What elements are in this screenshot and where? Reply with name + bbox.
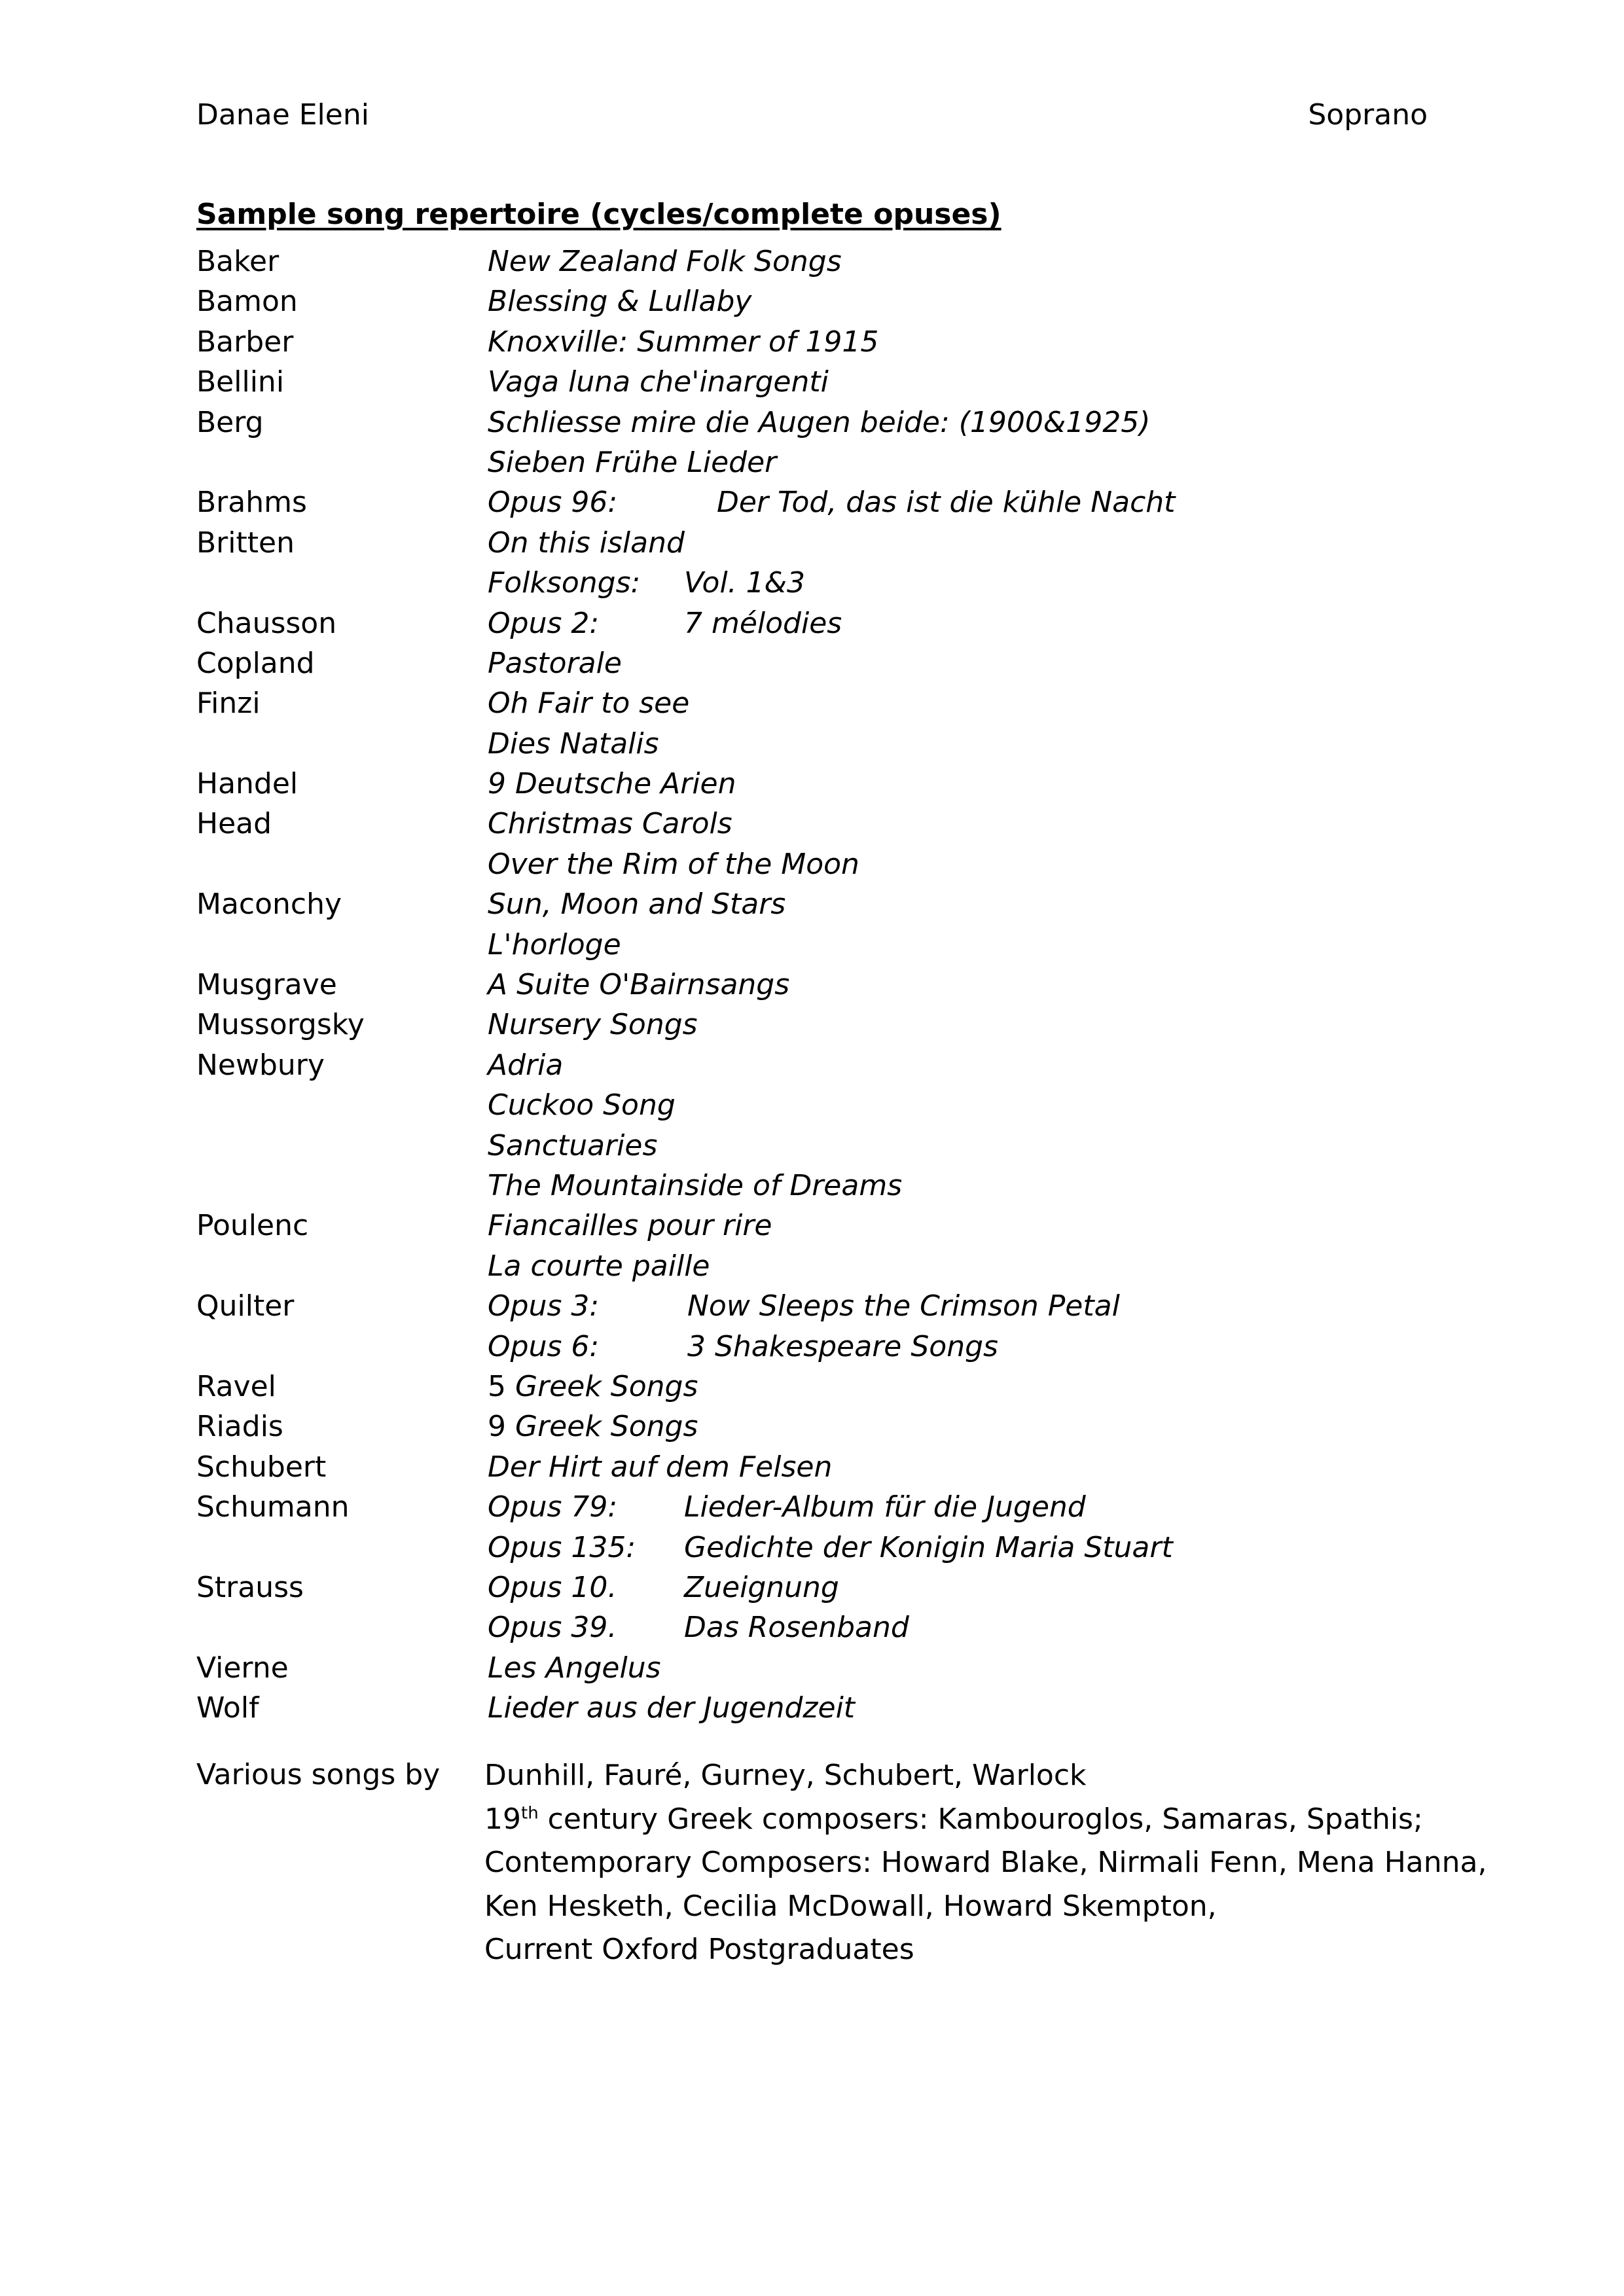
work-title: Schliesse mire die Augen beide: (1900&1925) [488,405,1151,439]
repertoire-row [196,1367,1440,1407]
opus-number: Opus 39. [488,1611,617,1645]
collection-label: Folksongs: [488,566,641,600]
work-count: 5 [488,1369,506,1403]
composer-name: Bamon [196,285,298,319]
work-title-wrap [488,1367,698,1407]
opus-number: Opus 135: [488,1530,636,1564]
composer-name: Copland [196,646,315,680]
composer-name: Finzi [196,687,261,721]
work-title: Dies Natalis [488,726,659,761]
composer-name: Head [196,807,272,841]
repertoire-row [196,322,1440,362]
work-title: 7 mélodies [684,606,842,640]
work-title: New Zealand Folk Songs [488,245,842,278]
work-title: 3 Shakespeare Songs [687,1329,998,1363]
composer-name: Ravel [196,1369,276,1403]
repertoire-row [196,281,1440,321]
composer-name: Schubert [196,1450,327,1484]
repertoire-row [196,563,1440,603]
voice-type: Soprano [1308,98,1428,132]
repertoire-row [196,1528,1440,1568]
repertoire-row [196,844,1440,884]
section-title: Sample song repertoire (cycles/complete opuses) [196,198,1001,231]
composer-name: Newbury [196,1048,325,1082]
repertoire-row [196,523,1440,563]
repertoire-row [196,1568,1440,1607]
work-title: Les Angelus [488,1651,661,1685]
work-title: Vol. 1&3 [684,566,805,600]
repertoire-row [196,1166,1440,1206]
repertoire-row [196,1206,1440,1246]
composer-name: Chausson [196,606,337,640]
composer-name: Maconchy [196,888,342,922]
work-title: Christmas Carols [488,807,732,841]
repertoire-row [196,965,1440,1005]
work-title: Adria [488,1048,564,1082]
various-line: Contemporary Composers: Howard Blake, Nirmali Fenn, Mena Hanna, [484,1846,1487,1879]
work-title: L'horloge [488,927,621,961]
repertoire-row [196,1648,1440,1688]
work-title: Zueignung [684,1570,839,1604]
repertoire-row [196,1085,1440,1125]
work-title: Now Sleeps the Crimson Petal [687,1289,1120,1323]
composer-name: Berg [196,405,264,439]
composer-name: Quilter [196,1289,295,1323]
composer-name: Barber [196,325,294,359]
work-title: The Mountainside of Dreams [488,1168,903,1202]
composer-name: Britten [196,526,295,560]
various-line: Current Oxford Postgraduates [484,1933,914,1966]
repertoire-row [196,362,1440,402]
work-title-wrap [488,1407,698,1446]
repertoire-row [196,403,1440,442]
opus-number: Opus 6: [488,1329,600,1363]
work-title: Oh Fair to see [488,687,690,721]
opus-number: Opus 96: [488,486,618,520]
repertoire-row [196,1407,1440,1446]
work-title: La courte paille [488,1249,710,1283]
repertoire-row [196,603,1440,643]
opus-number: Opus 79: [488,1490,618,1524]
work-title: Cuckoo Song [488,1088,676,1122]
repertoire-row [196,884,1440,924]
work-title: Pastorale [488,646,622,680]
work-title: Der Hirt auf dem Felsen [488,1450,833,1484]
repertoire-row [196,764,1440,804]
composer-name: Poulenc [196,1209,309,1243]
composer-name: Brahms [196,486,307,520]
work-title: Sun, Moon and Stars [488,888,786,922]
ordinal-suffix: th [521,1803,539,1823]
work-title: On this island [488,526,685,560]
repertoire-list [196,242,1440,1728]
work-title: Sieben Frühe Lieder [488,445,777,479]
repertoire-row [196,1688,1440,1728]
opus-number: Opus 2: [488,606,600,640]
various-label: Various songs by [196,1758,441,1791]
repertoire-row [196,804,1440,844]
composer-name: Wolf [196,1691,259,1725]
composer-name: Mussorgsky [196,1008,365,1042]
century-number: 19 [484,1802,521,1836]
repertoire-row [196,1607,1440,1647]
composer-name: Handel [196,767,298,801]
work-title: Over the Rim of the Moon [488,847,859,881]
work-title: 9 Deutsche Arien [488,767,736,801]
repertoire-row [196,1447,1440,1487]
repertoire-row [196,1246,1440,1286]
work-title: Nursery Songs [488,1008,698,1042]
composer-name: Baker [196,245,280,278]
work-title: Greek Songs [515,1369,698,1403]
repertoire-row [196,643,1440,683]
work-title: Lieder aus der Jugendzeit [488,1691,856,1725]
repertoire-row [196,1126,1440,1166]
performer-name: Danae Eleni [196,98,369,132]
composer-name: Musgrave [196,968,337,1002]
work-title: Gedichte der Konigin Maria Stuart [684,1530,1173,1564]
various-line [484,1798,1487,1842]
repertoire-row [196,1005,1440,1045]
composer-name: Riadis [196,1410,283,1444]
repertoire-row [196,724,1440,764]
various-line-text: century Greek composers: Kambouroglos, Samaras, Spathis; [538,1802,1423,1836]
work-title: Knoxville: Summer of 1915 [488,325,879,359]
work-title: Der Tod, das ist die kühle Nacht [717,486,1176,520]
repertoire-row [196,1045,1440,1085]
opus-number: Opus 3: [488,1289,600,1323]
work-title: Blessing & Lullaby [488,285,752,319]
composer-name: Bellini [196,365,285,399]
work-title: A Suite O'Bairnsangs [488,968,790,1002]
repertoire-row [196,1286,1440,1326]
various-line: Ken Hesketh, Cecilia McDowall, Howard Skempton, [484,1889,1217,1923]
composer-name: Strauss [196,1570,304,1604]
repertoire-row [196,1487,1440,1527]
composer-name: Vierne [196,1651,289,1685]
repertoire-row [196,242,1440,281]
repertoire-row [196,482,1440,522]
various-composers [484,1754,1487,1972]
work-title: Fiancailles pour rire [488,1209,772,1243]
opus-number: Opus 10. [488,1570,617,1604]
repertoire-row [196,925,1440,965]
repertoire-row [196,442,1440,482]
work-title: Greek Songs [515,1410,698,1444]
composer-name: Schumann [196,1490,350,1524]
repertoire-row [196,683,1440,723]
work-title: Lieder-Album für die Jugend [684,1490,1086,1524]
work-title: Das Rosenband [684,1611,909,1645]
work-count: 9 [488,1410,506,1444]
various-line: Dunhill, Fauré, Gurney, Schubert, Warlock [484,1759,1087,1792]
work-title: Sanctuaries [488,1128,658,1162]
repertoire-row [196,1327,1440,1367]
work-title: Vaga luna che'inargenti [488,365,829,399]
